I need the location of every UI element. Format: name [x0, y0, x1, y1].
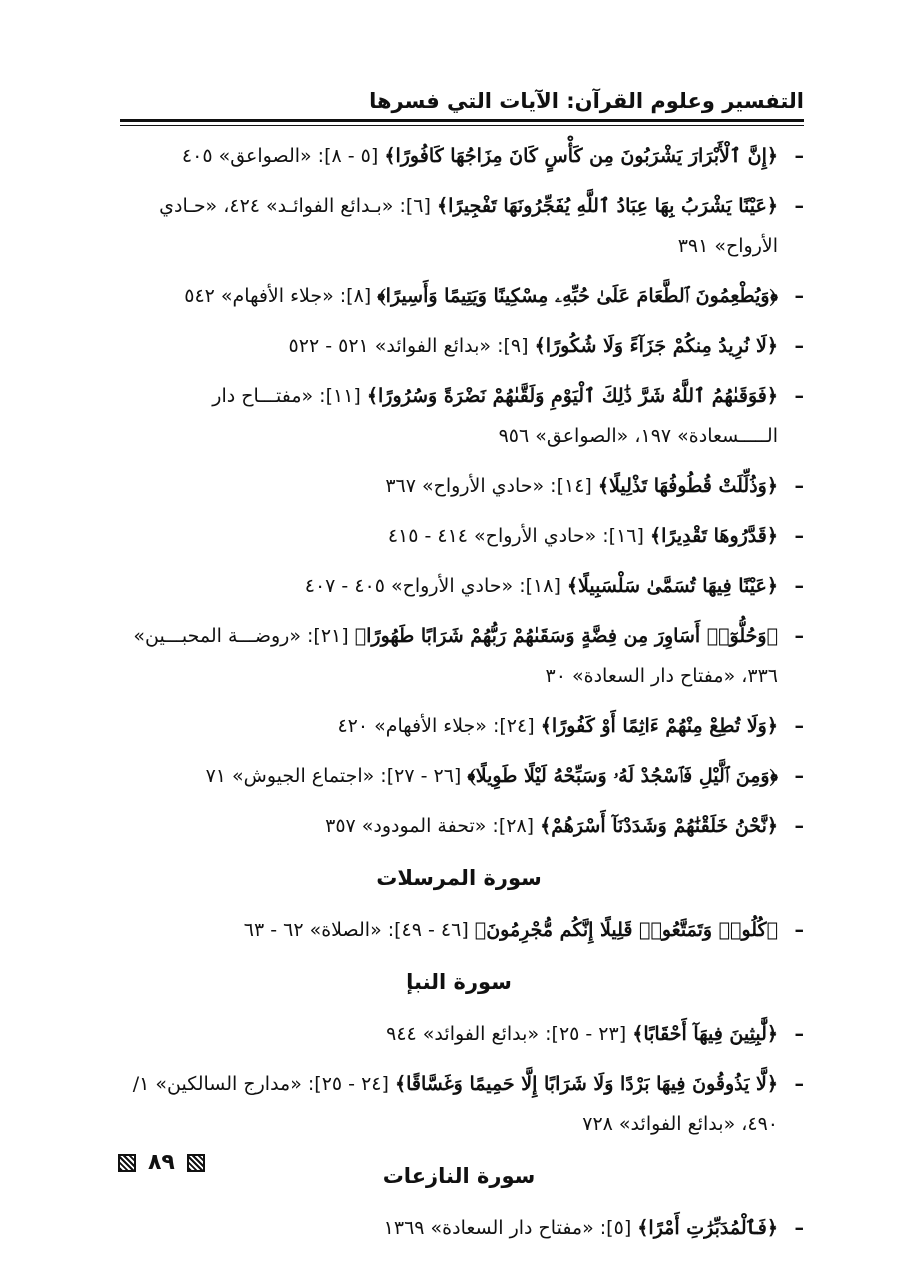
header-rule-thick — [120, 119, 804, 122]
dash-marker: – — [794, 1217, 804, 1239]
reference-text: [٢١]: «روضـــة المحبـــين» ٣٣٦، «مفتاح دار السعادة» ٣٠ — [133, 625, 778, 687]
list-item — [114, 276, 804, 316]
ayah-text: ﴿لَّٰبِثِينَ فِيهَآ أَحْقَابًا﴾ — [632, 1023, 778, 1045]
list-item — [114, 1014, 804, 1054]
page-number: ٨٩ — [148, 1150, 175, 1175]
reference-text: [٨]: «جلاء الأفهام» ٥٤٢ — [184, 285, 372, 307]
ayah-text: ﴿فَوَقَىٰهُمُ ٱللَّهُ شَرَّ ذَٰلِكَ ٱلْيَوْمِ وَلَقَّىٰهُمْ نَضْرَةً وَسُرُورًا﴾ — [366, 385, 778, 407]
dash-marker: – — [794, 475, 804, 497]
ayah-text: ﴿لَا نُرِيدُ مِنكُمْ جَزَآءً وَلَا شُكُورًا﴾ — [534, 335, 778, 357]
ayah-text: ﴿عَيْنًا يَشْرَبُ بِهَا عِبَادُ ٱللَّهِ يُفَجِّرُونَهَا تَفْجِيرًا﴾ — [436, 195, 778, 217]
reference-text: [٢٤ - ٢٥]: «مدارج السالكين» ١/ ٤٩٠، «بدائع الفوائد» ٧٢٨ — [132, 1073, 778, 1135]
reference-text: [٩]: «بدائع الفوائد» ٥٢١ - ٥٢٢ — [288, 335, 529, 357]
list-item — [114, 566, 804, 606]
dash-marker: – — [794, 575, 804, 597]
dash-marker: – — [794, 385, 804, 407]
reference-text: [٢٨]: «تحفة المودود» ٣٥٧ — [325, 815, 535, 837]
ayah-text: ﴿وَمِنَ ٱلَّيْلِ فَٱسْجُدْ لَهُۥ وَسَبِّحْهُ لَيْلًا طَوِيلًا﴾ — [467, 765, 778, 787]
dash-marker: – — [794, 919, 804, 941]
reference-text: [٥]: «مفتاح دار السعادة» ١٣٦٩ — [383, 1217, 632, 1239]
square-ornament-icon — [118, 1154, 136, 1172]
list-item — [114, 186, 804, 266]
reference-text: [١١]: «مفتـــاح دار الـــــسعادة» ١٩٧، «الصواعق» ٩٥٦ — [212, 385, 778, 447]
page-footer — [118, 1150, 205, 1175]
surah-heading-naziat: سورة النازعات — [382, 1164, 536, 1188]
surah-heading-naba: سورة النبإ — [406, 970, 512, 994]
reference-text: [٥ - ٨]: «الصواعق» ٤٠٥ — [181, 145, 379, 167]
ayah-text: ﴿إِنَّ ٱلْأَبْرَارَ يَشْرَبُونَ مِن كَأْسٍ كَانَ مِزَاجُهَا كَافُورًا﴾ — [384, 145, 778, 167]
dash-marker: – — [794, 145, 804, 167]
dash-marker: – — [794, 815, 804, 837]
list-item — [114, 616, 804, 696]
list-item — [114, 516, 804, 556]
reference-text: [٦]: «بـدائع الفوائـد» ٤٢٤، «حـادي الأرواح» ٣٩١ — [159, 195, 778, 257]
dash-marker: – — [794, 525, 804, 547]
ayah-text: ﴿وَلَا تُطِعْ مِنْهُمْ ءَاثِمًا أَوْ كَفُورًا﴾ — [540, 715, 778, 737]
list-item — [114, 910, 804, 950]
list-item — [114, 806, 804, 846]
dash-marker: – — [794, 285, 804, 307]
surah-heading-mursalat: سورة المرسلات — [376, 866, 542, 890]
dash-marker: – — [794, 1073, 804, 1095]
reference-text: [١٨]: «حادي الأرواح» ٤٠٥ - ٤٠٧ — [304, 575, 561, 597]
ayah-text: ﴿وَحُلُّوٓا۟ أَسَاوِرَ مِن فِضَّةٍ وَسَقَىٰهُمْ رَبُّهُمْ شَرَابًا طَهُورًا﴾ — [354, 625, 778, 647]
reference-text: [٢٦ - ٢٧]: «اجتماع الجيوش» ٧١ — [205, 765, 462, 787]
square-ornament-icon — [187, 1154, 205, 1172]
list-item — [114, 136, 804, 176]
list-item — [114, 326, 804, 366]
list-item — [114, 706, 804, 746]
reference-text: [٢٣ - ٢٥]: «بدائع الفوائد» ٩٤٤ — [386, 1023, 627, 1045]
list-item — [114, 1208, 804, 1248]
dash-marker: – — [794, 715, 804, 737]
list-item — [114, 466, 804, 506]
ayah-text: ﴿عَيْنًا فِيهَا تُسَمَّىٰ سَلْسَبِيلًا﴾ — [566, 575, 778, 597]
ayah-text: ﴿لَّا يَذُوقُونَ فِيهَا بَرْدًا وَلَا شَرَابًا إِلَّا حَمِيمًا وَغَسَّاقًا﴾ — [394, 1073, 778, 1095]
page-body — [114, 136, 804, 1258]
reference-text: [١٦]: «حادي الأرواح» ٤١٤ - ٤١٥ — [387, 525, 644, 547]
reference-text: [٤٦ - ٤٩]: «الصلاة» ٦٢ - ٦٣ — [243, 919, 469, 941]
ayah-text: ﴿نَّحْنُ خَلَقْنَٰهُمْ وَشَدَدْنَآ أَسْرَهُمْ﴾ — [540, 815, 778, 837]
ayah-text: ﴿قَدَّرُوهَا تَقْدِيرًا﴾ — [649, 525, 778, 547]
dash-marker: – — [794, 195, 804, 217]
list-item — [114, 1064, 804, 1144]
running-header: التفسير وعلوم القرآن: الآيات التي فسرها — [369, 89, 804, 113]
header-rule-thin — [120, 125, 804, 126]
ayah-text: ﴿وَذُلِّلَتْ قُطُوفُهَا تَذْلِيلًا﴾ — [597, 475, 778, 497]
reference-text: [١٤]: «حادي الأرواح» ٣٦٧ — [385, 475, 592, 497]
dash-marker: – — [794, 335, 804, 357]
dash-marker: – — [794, 625, 804, 647]
list-item — [114, 376, 804, 456]
ayah-text: ﴿فَٱلْمُدَبِّرَٰتِ أَمْرًا﴾ — [637, 1217, 778, 1239]
ayah-text: ﴿وَيُطْعِمُونَ ٱلطَّعَامَ عَلَىٰ حُبِّهِۦ مِسْكِينًا وَيَتِيمًا وَأَسِيرًا﴾ — [377, 285, 778, 307]
list-item — [114, 756, 804, 796]
dash-marker: – — [794, 1023, 804, 1045]
reference-text: [٢٤]: «جلاء الأفهام» ٤٢٠ — [337, 715, 535, 737]
dash-marker: – — [794, 765, 804, 787]
ayah-text: ﴿كُلُوا۟ وَتَمَتَّعُوا۟ قَلِيلًا إِنَّكُم مُّجْرِمُونَ﴾ — [474, 919, 778, 941]
